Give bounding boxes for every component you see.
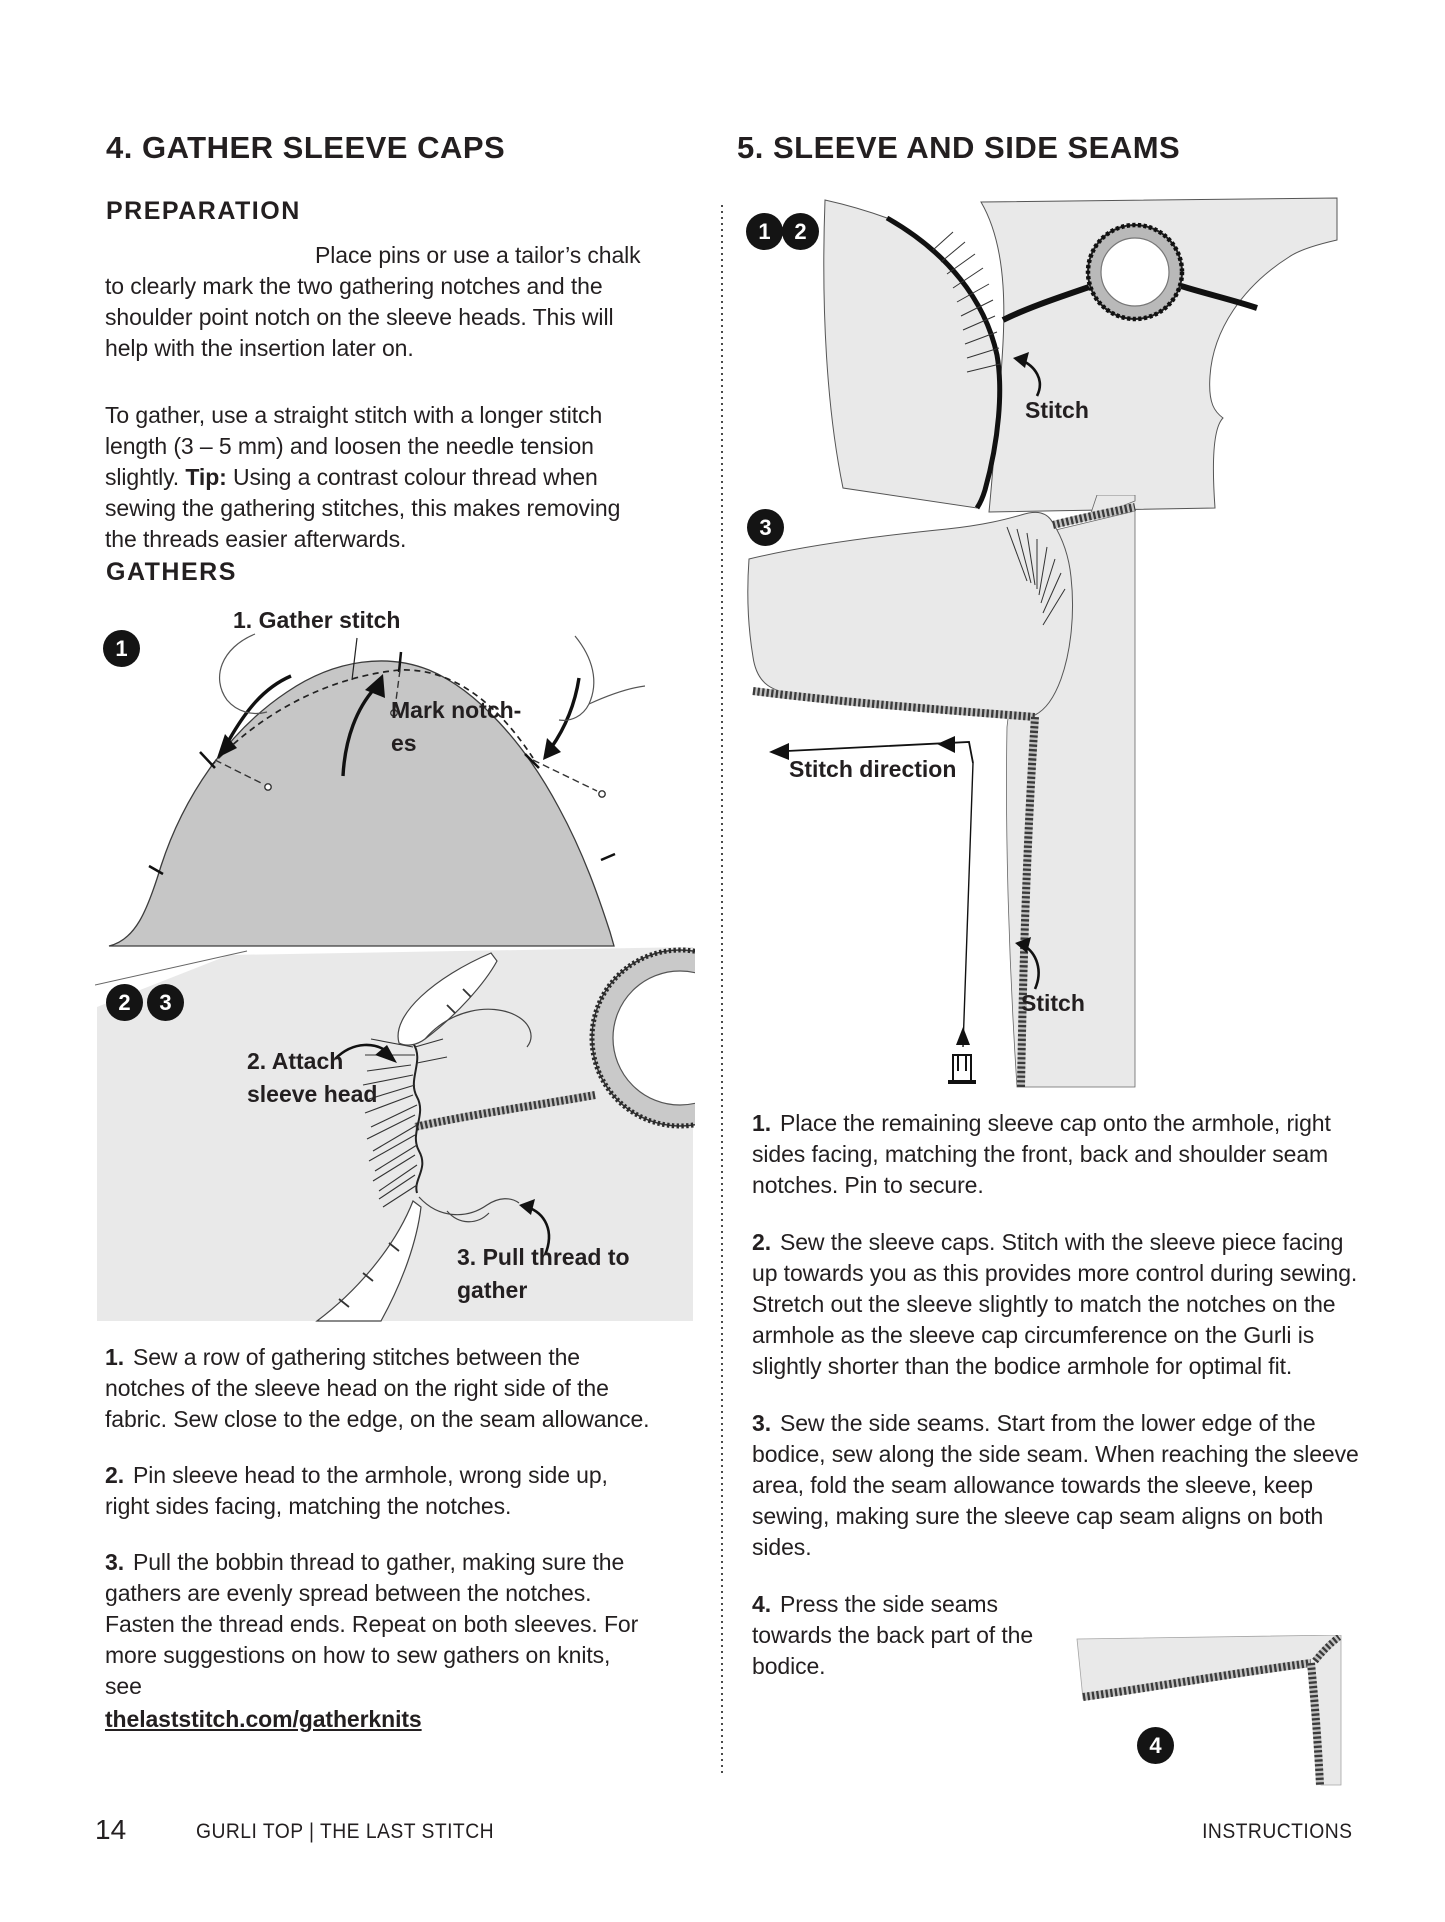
step-3: 3. Pull the bobbin thread to gather, making sure the gathers are evenly spread between the notches. Fasten the thread ends. Repeat on both sleeves. For more suggestions on how to sew gathers on knits, see thelaststitch.com/gatherknits <box>105 1547 653 1735</box>
sleeve-seam-steps <box>752 1108 1368 1707</box>
step-4: 4. Press the side seams towards the back part of the bodice. <box>752 1591 1034 1679</box>
diagram-step-badge-3: 3 <box>147 984 184 1021</box>
page-number: 14 <box>95 1814 127 1845</box>
sew-sleeve-cap-diagram <box>737 190 1445 530</box>
gatherknits-link[interactable]: thelaststitch.com/gatherknits <box>105 1706 422 1732</box>
step-2: 2. Pin sleeve head to the armhole, wrong side up, right sides facing, matching the notches. <box>105 1462 608 1519</box>
neckband-ring <box>1088 225 1182 319</box>
pull-thread-label: 3. Pull thread to gather <box>457 1244 630 1303</box>
stitch-direction-label: Stitch direction <box>789 756 957 782</box>
preparation-paragraph: Place pins or use a tailor’s chalk to clearly mark the two gathering notches and the shoulder point notch on the sleeve heads. This will help with the insertion later on. <box>105 242 641 361</box>
side-seam-diagram <box>737 495 1445 1095</box>
step-2: 2. Sew the sleeve caps. Stitch with the sleeve piece facing up towards you as this provides more control during sewing. Stretch out the sleeve slightly to match the notches on the armhole as the sleeve cap circumference on the Gurli is slightly shorter than the bodice armhole for optimal fit. <box>752 1229 1358 1379</box>
diagram-step-badge-1: 1 <box>746 213 783 250</box>
gather-tip-paragraph <box>105 400 650 555</box>
presser-foot-icon <box>948 1055 976 1082</box>
press-seams-illustration <box>1075 1635 1345 1787</box>
section-4-title: 4. GATHER SLEEVE CAPS <box>106 130 506 165</box>
mark-notches-label: Mark notch- es <box>391 697 522 756</box>
column-divider <box>721 205 723 1777</box>
stitch-direction-arrowhead-mid <box>937 736 955 753</box>
fabric-corner <box>1077 1635 1341 1785</box>
tip-text-after: Using a contrast colour thread when sewing the gathering stitches, this makes removing the threads easier afterwards. <box>105 464 621 552</box>
sleeve-piece <box>748 512 1073 715</box>
diagram-step-badge-1: 1 <box>103 630 140 667</box>
stitch-direction-arrowhead-left <box>769 743 789 760</box>
sew-sleeve-cap-illustration <box>737 190 1445 530</box>
diagram-step-badge-2: 2 <box>782 213 819 250</box>
gathers-steps <box>105 1342 653 1760</box>
attach-sleeve-label: 2. Attach sleeve head <box>247 1048 378 1107</box>
stitch-label: Stitch <box>1025 397 1089 423</box>
step-1: 1. Place the remaining sleeve cap onto the armhole, right sides facing, matching the front, back and shoulder seam notches. Pin to secure. <box>752 1110 1331 1198</box>
stitch-label: Stitch <box>1021 990 1085 1016</box>
section-5-title: 5. SLEEVE AND SIDE SEAMS <box>737 130 1181 165</box>
side-seam-illustration <box>737 495 1445 1095</box>
sleeve-cap-illustration <box>105 608 645 953</box>
thread-line <box>963 763 973 1047</box>
sleeve-piece <box>824 200 1000 508</box>
attach-sleeve-diagram <box>95 943 695 1323</box>
diagram-step-badge-4: 4 <box>1137 1727 1174 1764</box>
gathers-heading: GATHERS <box>106 558 237 586</box>
thread-up-arrowhead <box>956 1027 970 1045</box>
gather-stitch-label: 1. Gather stitch <box>233 607 401 633</box>
footer-section-label: INSTRUCTIONS <box>1201 1820 1352 1843</box>
gather-stitch-diagram <box>105 608 645 953</box>
tip-text-before: To gather, use a straight stitch with a longer stitch length (3 – 5 mm) and loosen the needle tension slightly. <box>105 402 603 490</box>
step-1: 1. Sew a row of gathering stitches between the notches of the sleeve head on the right side of the fabric. Sew close to the edge, on the seam allowance. <box>105 1344 650 1432</box>
preparation-heading: PREPARATION <box>106 197 301 225</box>
diagram-step-badge-3: 3 <box>747 509 784 546</box>
footer-booklet-title: GURLI TOP | THE LAST STITCH <box>196 1820 495 1843</box>
step-3: 3. Sew the side seams. Start from the lower edge of the bodice, sew along the side seam. When reaching the sleeve area, fold the seam allowance towards the sleeve, keep sewing, making sure the sleeve cap seam aligns on both sides. <box>752 1410 1359 1560</box>
tip-label: Tip: <box>185 464 227 490</box>
diagram-step-badge-2: 2 <box>106 984 143 1021</box>
press-seams-diagram <box>1075 1635 1345 1787</box>
